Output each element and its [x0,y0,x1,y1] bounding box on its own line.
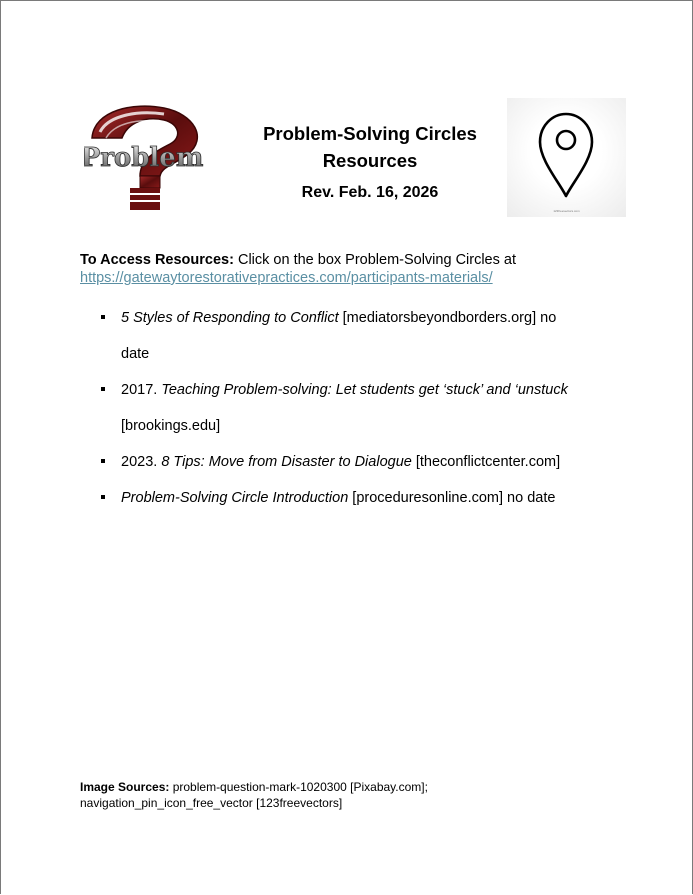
list-item: 2023. 8 Tips: Move from Disaster to Dialogue [theconflictcenter.com] [98,444,638,480]
question-mark-problem-icon [84,104,204,212]
resource-list [98,300,638,516]
list-item: 2017. Teaching Problem-solving: Let students get ‘stuck’ and ‘unstuck [brookings.edu] [98,372,638,444]
access-instructions [80,251,640,287]
resource-title: 8 Tips: Move from Disaster to Dialogue [161,454,412,470]
sources-label: Image Sources: [80,780,170,794]
logo-left-text: Problem [84,143,204,173]
list-item: Problem-Solving Circle Introduction [proceduresonline.com] no date [98,480,638,516]
resource-title: Problem-Solving Circle Introduction [121,490,349,506]
access-label: To Access Resources: [80,252,234,268]
resource-title: Teaching Problem-solving: Let students get ‘stuck’ and ‘unstuck [161,382,568,398]
navigation-pin-icon [507,98,626,217]
list-item: 5 Styles of Responding to Conflict [mediatorsbeyondborders.org] no date [98,300,638,372]
image-sources: Image Sources: problem-question-mark-1020300 [Pixabay.com]; navigation_pin_icon_free_vector [123freevectors] [80,780,428,810]
title-line-2: Resources [322,150,418,171]
logo-right-caption: 123freevectors.com [553,209,580,213]
page-title [230,120,510,174]
revision-date: Rev. Feb. 16, 2026 [301,184,439,201]
title-line-1: Problem-Solving Circles [263,123,477,144]
access-text: Click on the box Problem-Solving Circles at [233,252,516,268]
resource-title: 5 Styles of Responding to Conflict [121,310,339,326]
participants-materials-link[interactable]: https://gatewaytorestorativepractices.com/participants-materials/ [80,270,493,286]
